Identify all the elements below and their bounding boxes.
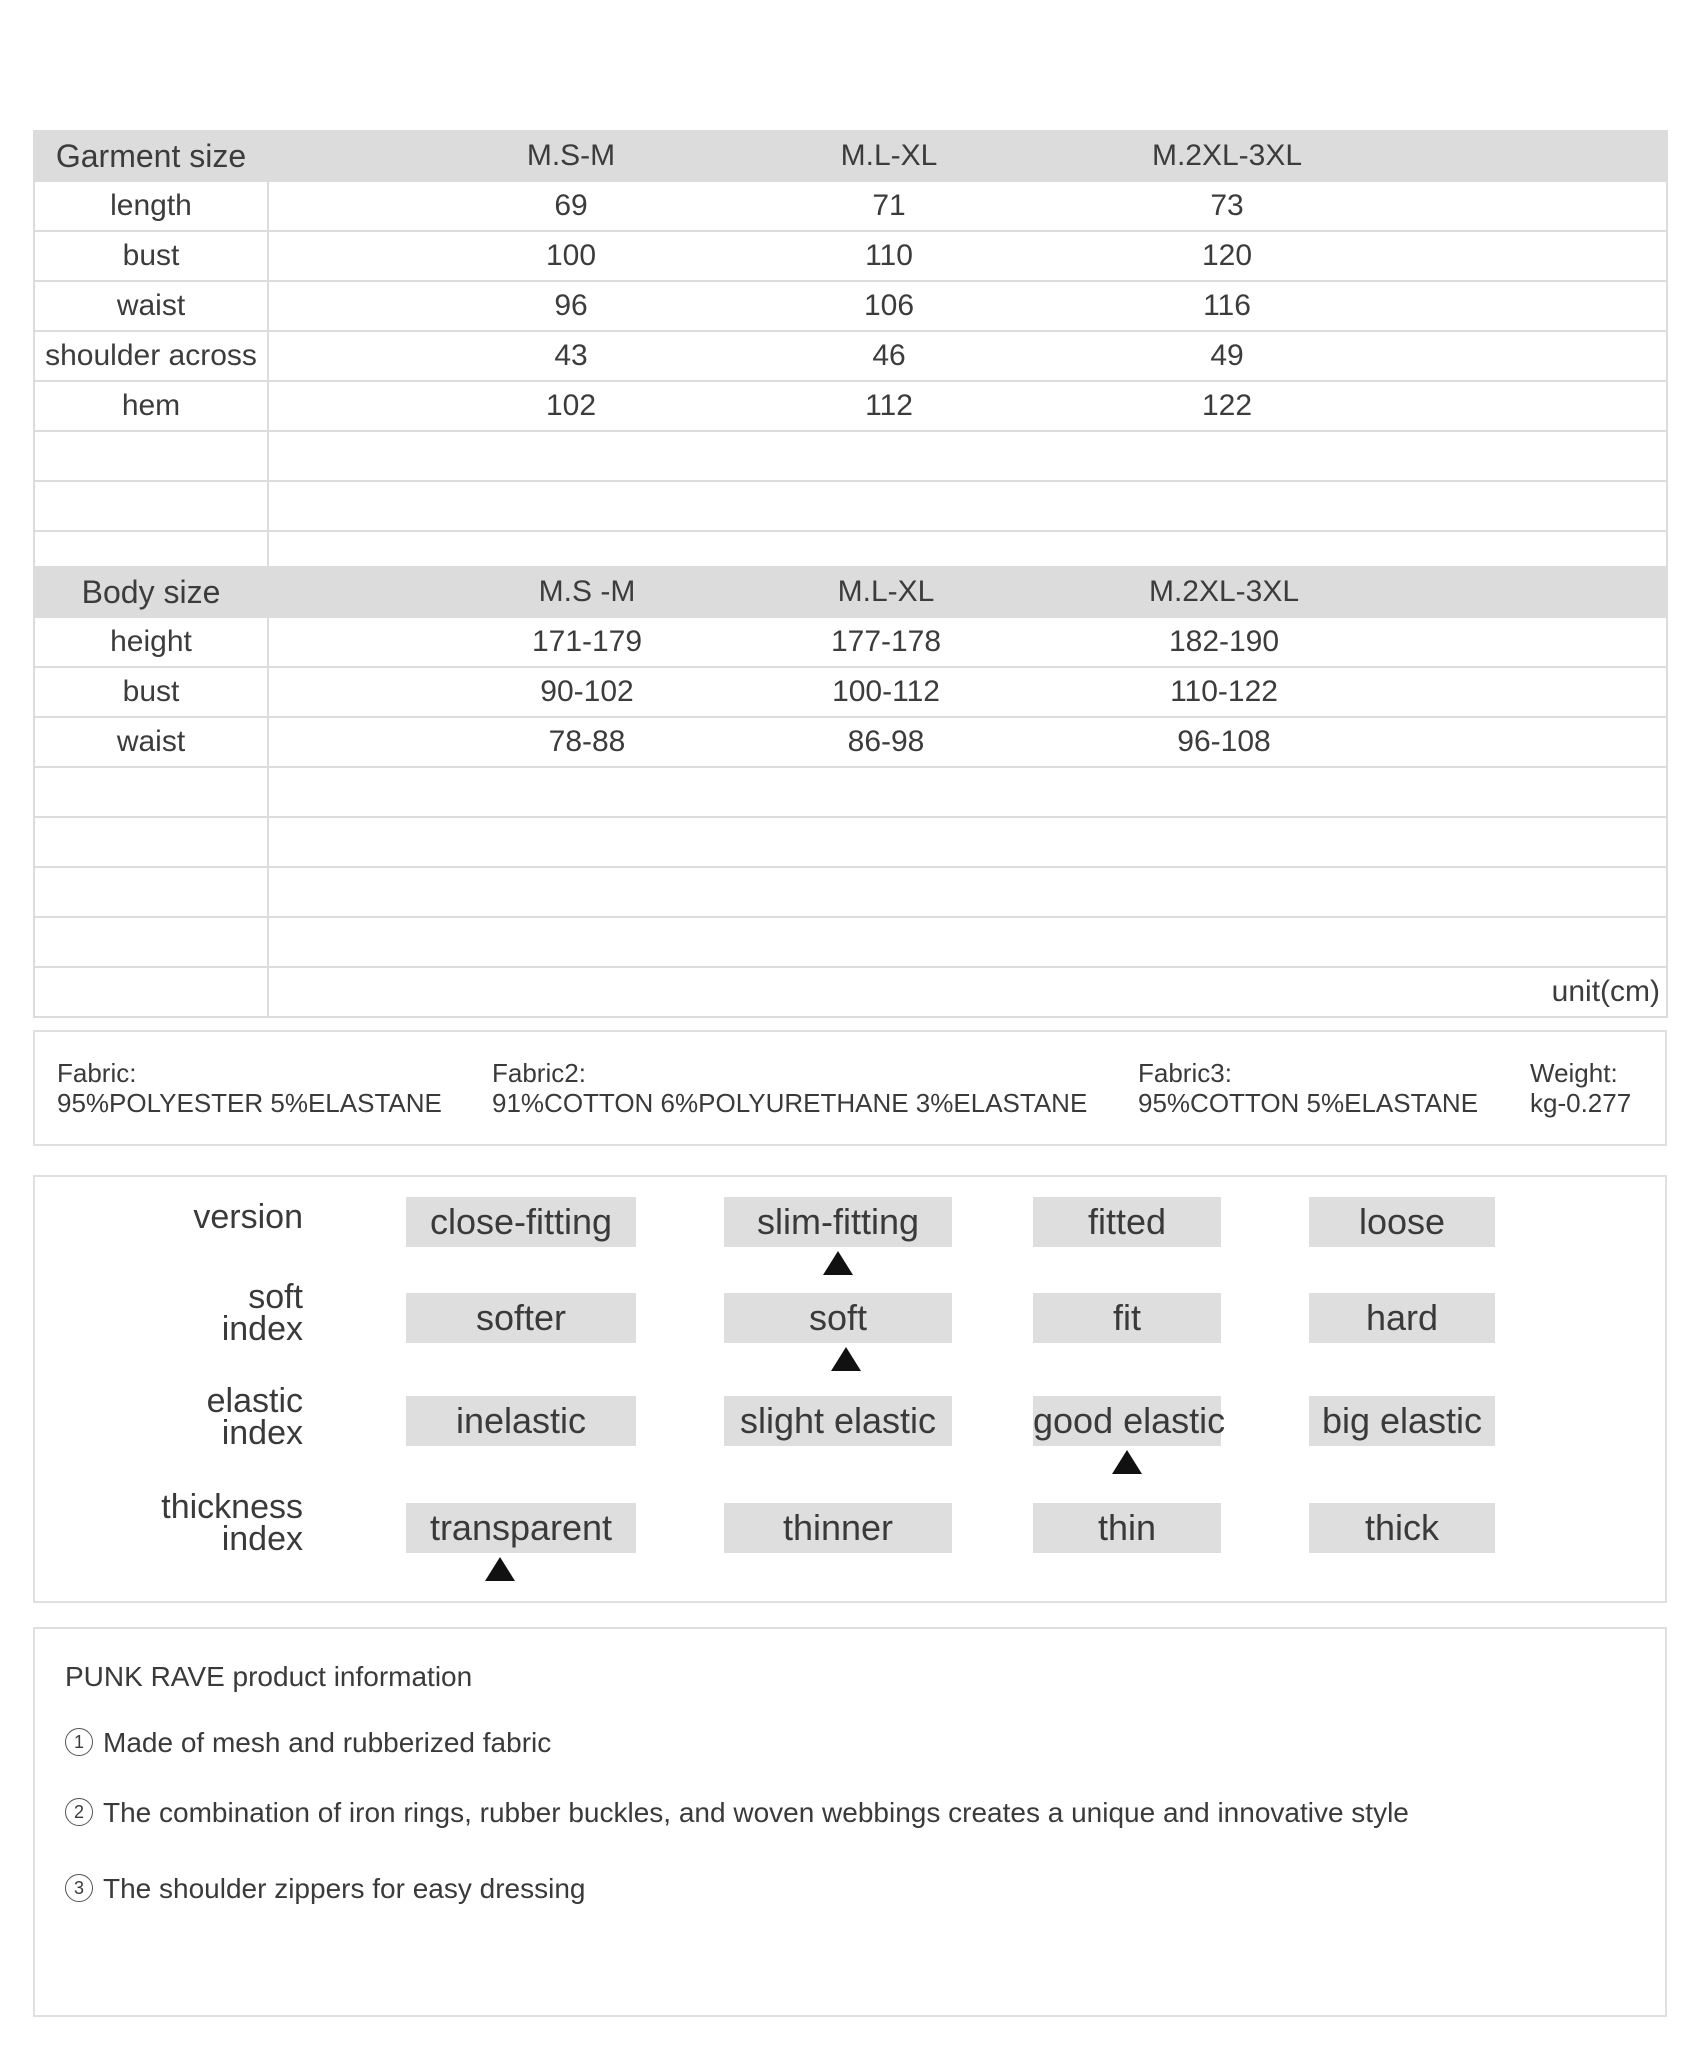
garment-size-col-2: M.L-XL — [840, 139, 938, 172]
garment-size-col-1: M.S-M — [526, 139, 616, 172]
cell-value: 120 — [1201, 239, 1253, 272]
row-label: bust — [34, 231, 268, 281]
fabric-2-value: 91%COTTON 6%POLYURETHANE 3%ELASTANE — [492, 1088, 1088, 1118]
weight-label: Weight: — [1530, 1058, 1618, 1088]
number-circle-icon: 3 — [65, 1874, 93, 1902]
soft-option-3: fit — [1033, 1293, 1221, 1343]
table-row — [34, 717, 1667, 767]
garment-header-row — [34, 131, 1667, 181]
cell-value: 71 — [872, 189, 906, 222]
table-row — [34, 281, 1667, 331]
row-label: bust — [34, 667, 268, 717]
body-size-col-2: M.L-XL — [837, 575, 935, 608]
cell-value: 73 — [1210, 189, 1244, 222]
product-index-box — [33, 1175, 1667, 1603]
garment-size-table — [33, 130, 1668, 582]
cell-value: 112 — [865, 389, 913, 422]
number-circle-icon: 1 — [65, 1728, 93, 1756]
cell-value: 46 — [872, 339, 906, 372]
info-text: Made of mesh and rubberized fabric — [103, 1727, 552, 1758]
thickness-option-4: thick — [1309, 1503, 1495, 1553]
elastic-option-4: big elastic — [1309, 1396, 1495, 1446]
cell-value: 96 — [554, 289, 588, 322]
version-option-2: slim-fitting — [724, 1197, 952, 1247]
fabric-info-box — [33, 1030, 1667, 1146]
row-label: shoulder across — [34, 331, 268, 381]
fabric-2-label: Fabric2: — [492, 1058, 586, 1088]
soft-option-1: softer — [406, 1293, 636, 1343]
soft-option-4: hard — [1309, 1293, 1495, 1343]
elastic-option-3: good elastic — [1033, 1396, 1221, 1446]
version-option-1: close-fitting — [406, 1197, 636, 1247]
fabric-1 — [57, 1058, 442, 1118]
cell-value: 100 — [545, 239, 597, 272]
elastic-selected-marker-icon — [1112, 1450, 1142, 1474]
cell-value: 96-108 — [1177, 725, 1271, 758]
empty-row — [34, 431, 1667, 481]
weight — [1530, 1058, 1631, 1118]
cell-value: 122 — [1201, 389, 1253, 422]
cell-value: 171-179 — [531, 625, 643, 658]
cell-value: 116 — [1203, 289, 1251, 322]
list-item — [65, 1873, 585, 1905]
cell-value: 78-88 — [548, 725, 626, 758]
thickness-selected-marker-icon — [485, 1557, 515, 1581]
product-info-box — [33, 1627, 1667, 2017]
garment-size-col-3: M.2XL-3XL — [1151, 139, 1303, 172]
cell-value: 100-112 — [832, 675, 940, 708]
cell-value: 49 — [1210, 339, 1244, 372]
empty-row — [34, 867, 1667, 917]
empty-row — [34, 917, 1667, 967]
thickness-index-label: thickness index — [161, 1488, 303, 1558]
cell-value: 177-178 — [830, 625, 942, 658]
row-label: hem — [34, 381, 268, 431]
row-label: height — [34, 617, 268, 667]
cell-value: 106 — [863, 289, 915, 322]
weight-value: kg-0.277 — [1530, 1088, 1632, 1118]
row-label: waist — [34, 717, 268, 767]
body-size-col-3: M.2XL-3XL — [1148, 575, 1300, 608]
table-row — [34, 667, 1667, 717]
body-size-col-1: M.S -M — [538, 575, 636, 608]
version-option-3: fitted — [1033, 1197, 1221, 1247]
elastic-index-label: elastic index — [206, 1382, 303, 1452]
unit-label: unit(cm) — [1551, 975, 1660, 1008]
cell-value: 102 — [545, 389, 597, 422]
garment-size-title: Garment size — [34, 131, 268, 181]
fabric-2 — [492, 1058, 1087, 1118]
body-size-table — [33, 566, 1668, 1018]
fabric-3-value: 95%COTTON 5%ELASTANE — [1138, 1088, 1479, 1118]
empty-row — [34, 767, 1667, 817]
version-option-4: loose — [1309, 1197, 1495, 1247]
version-label: version — [193, 1198, 303, 1236]
table-row — [34, 181, 1667, 231]
unit-row — [34, 967, 1667, 1017]
soft-index-label: soft index — [221, 1278, 303, 1348]
info-text: The combination of iron rings, rubber buckles, and woven webbings creates a unique and innovative style — [103, 1797, 1409, 1828]
number-circle-icon: 2 — [65, 1798, 93, 1826]
row-label: waist — [34, 281, 268, 331]
fabric-3-label: Fabric3: — [1138, 1058, 1232, 1088]
product-info-title: PUNK RAVE product information — [65, 1661, 473, 1692]
cell-value: 90-102 — [540, 675, 634, 708]
cell-value: 69 — [554, 189, 588, 222]
list-item — [65, 1797, 1409, 1829]
soft-option-2: soft — [724, 1293, 952, 1343]
fabric-3 — [1138, 1058, 1478, 1118]
elastic-option-1: inelastic — [406, 1396, 636, 1446]
table-row — [34, 617, 1667, 667]
thickness-option-3: thin — [1033, 1503, 1221, 1553]
table-row — [34, 331, 1667, 381]
body-size-title: Body size — [34, 567, 268, 617]
table-row — [34, 231, 1667, 281]
table-row — [34, 381, 1667, 431]
cell-value: 86-98 — [847, 725, 925, 758]
cell-value: 182-190 — [1168, 625, 1280, 658]
row-label: length — [34, 181, 268, 231]
empty-row — [34, 481, 1667, 531]
cell-value: 43 — [554, 339, 588, 372]
fabric-1-value: 95%POLYESTER 5%ELASTANE — [57, 1088, 442, 1118]
thickness-option-2: thinner — [724, 1503, 952, 1553]
cell-value: 110 — [865, 239, 913, 272]
list-item — [65, 1727, 551, 1759]
version-selected-marker-icon — [823, 1251, 853, 1275]
empty-row — [34, 817, 1667, 867]
info-text: The shoulder zippers for easy dressing — [103, 1873, 586, 1904]
soft-selected-marker-icon — [831, 1347, 861, 1371]
body-header-row — [34, 567, 1667, 617]
fabric-1-label: Fabric: — [57, 1058, 137, 1088]
elastic-option-2: slight elastic — [724, 1396, 952, 1446]
thickness-option-1: transparent — [406, 1503, 636, 1553]
cell-value: 110-122 — [1170, 675, 1278, 708]
